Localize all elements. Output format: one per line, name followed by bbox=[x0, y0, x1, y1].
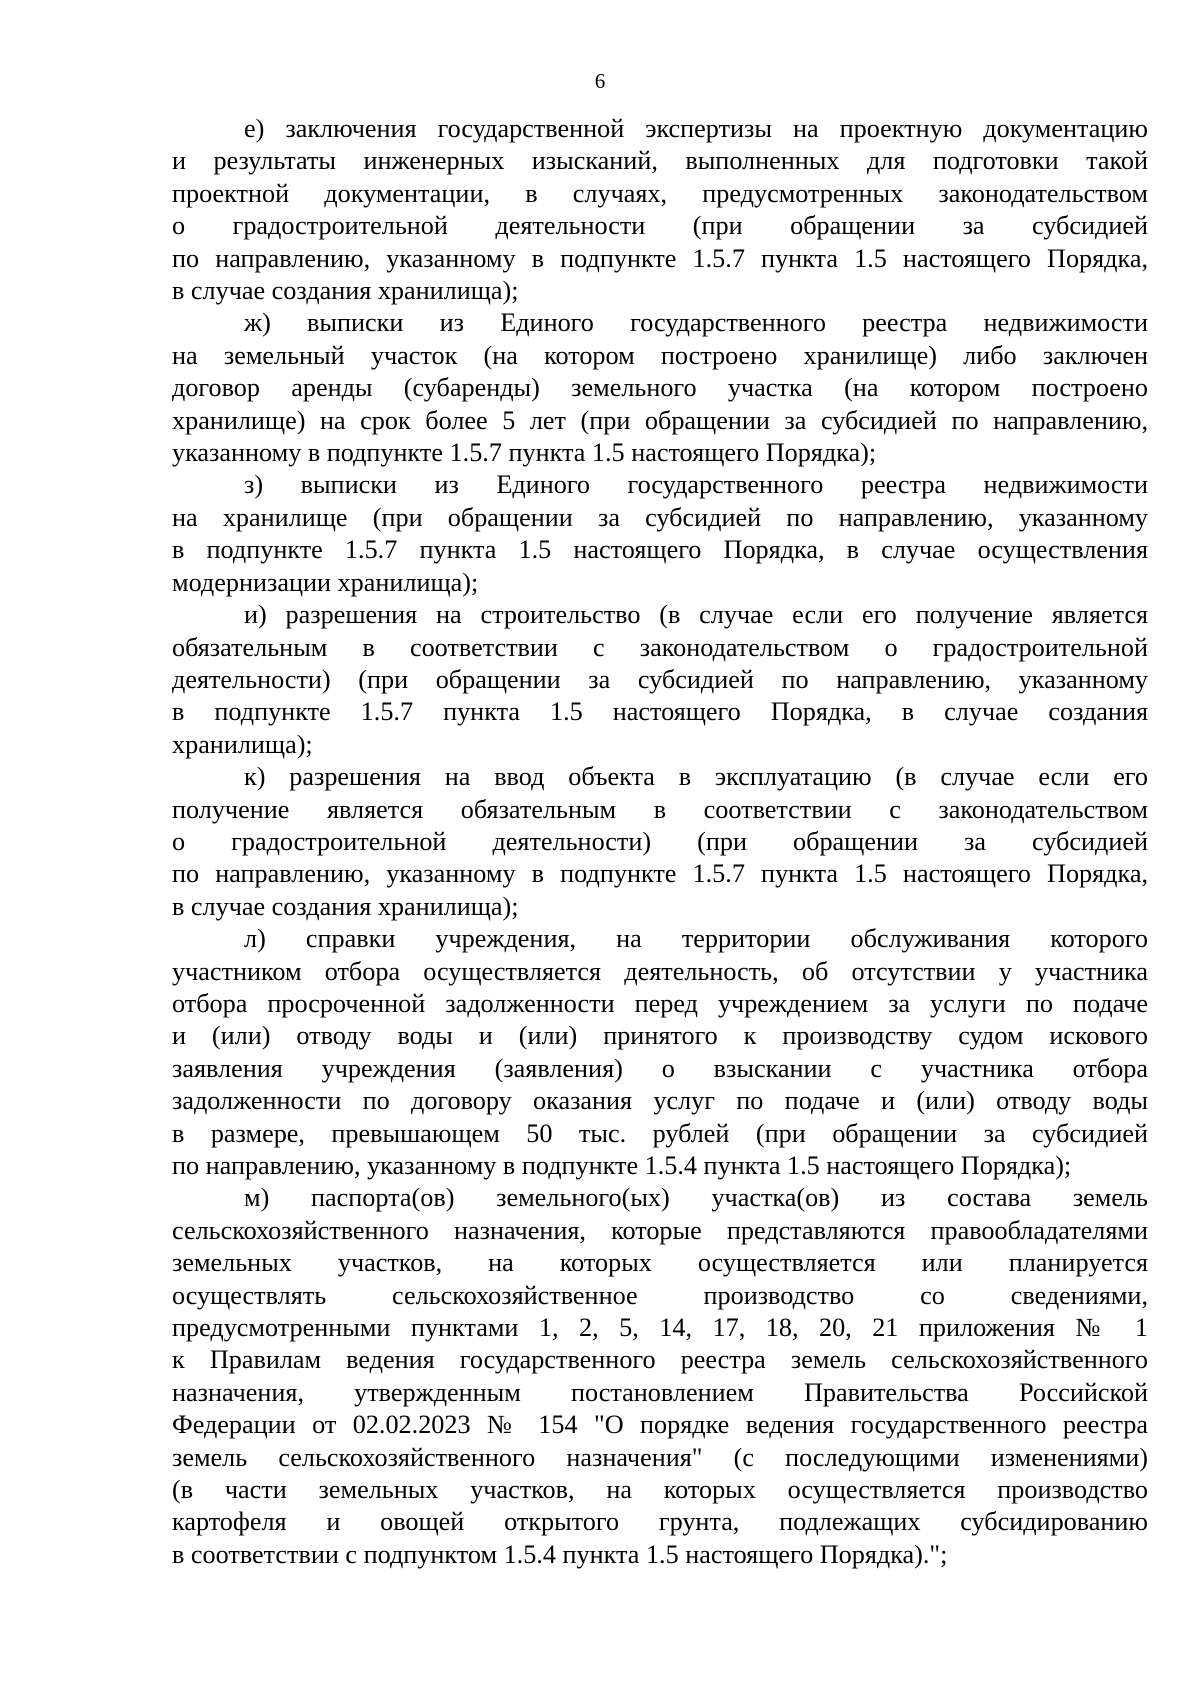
text-line: и (или) отводу воды и (или) принятого к производству судом искового bbox=[172, 1021, 1148, 1051]
paragraph-zh bbox=[172, 307, 1148, 469]
text-line: ж) выписки из Единого государственного реестра недвижимости bbox=[244, 308, 1148, 338]
text-line: предусмотренными пунктами 1, 2, 5, 14, 17, 18, 20, 21 приложения № 1 bbox=[172, 1313, 1148, 1343]
text-line: в случае создания хранилища); bbox=[172, 891, 519, 921]
paragraph-m bbox=[172, 1182, 1148, 1571]
text-line: деятельности) (при обращении за субсидией по направлению, указанному bbox=[172, 664, 1148, 694]
text-line: м) паспорта(ов) земельного(ых) участка(ов) из состава земель bbox=[244, 1183, 1148, 1213]
text-line: назначения, утвержденным постановлением Правительства Российской bbox=[172, 1377, 1148, 1407]
page-number: 6 bbox=[594, 69, 606, 93]
paragraph-i bbox=[172, 599, 1148, 761]
text-line: задолженности по договору оказания услуг по подаче и (или) отводу воды bbox=[172, 1086, 1148, 1116]
text-line: обязательным в соответствии с законодательством о градостроительной bbox=[172, 632, 1148, 662]
text-line: на хранилище (при обращении за субсидией по направлению, указанному bbox=[172, 502, 1148, 532]
text-line: по направлению, указанному в подпункте 1.5.4 пункта 1.5 настоящего Порядка); bbox=[172, 1151, 1072, 1180]
text-line: сельскохозяйственного назначения, которые представляются правообладателями bbox=[172, 1215, 1148, 1245]
text-line: в соответствии с подпунктом 1.5.4 пункта 1.5 настоящего Порядка)."; bbox=[172, 1539, 948, 1569]
paragraph-l bbox=[172, 923, 1148, 1182]
text-line: заявления учреждения (заявления) о взыскании с участника отбора bbox=[172, 1053, 1148, 1083]
text-line: (в части земельных участков, на которых осуществляется производство bbox=[172, 1475, 1148, 1505]
text-line: по направлению, указанному в подпункте 1.5.7 пункта 1.5 настоящего Порядка, bbox=[172, 243, 1148, 273]
text-line: е) заключения государственной экспертизы на проектную документацию bbox=[244, 114, 1148, 143]
text-line: договор аренды (субаренды) земельного участка (на котором построено bbox=[172, 373, 1148, 403]
text-line: и результаты инженерных изысканий, выполненных для подготовки такой bbox=[172, 146, 1148, 176]
text-line: земельных участков, на которых осуществляется или планируется bbox=[172, 1248, 1148, 1278]
text-line: о градостроительной деятельности (при обращении за субсидией bbox=[172, 211, 1148, 241]
text-line: к Правилам ведения государственного реестра земель сельскохозяйственного bbox=[172, 1345, 1148, 1375]
text-line: в подпункте 1.5.7 пункта 1.5 настоящего Порядка, в случае осуществления bbox=[172, 535, 1148, 565]
text-line: отбора просроченной задолженности перед учреждением за услуги по подаче bbox=[172, 988, 1148, 1018]
text-line: земель сельскохозяйственного назначения" (с последующими изменениями) bbox=[172, 1442, 1148, 1472]
text-line: з) выписки из Единого государственного реестра недвижимости bbox=[244, 470, 1148, 500]
text-line: картофеля и овощей открытого грунта, подлежащих субсидированию bbox=[172, 1507, 1148, 1537]
text-line: проектной документации, в случаях, предусмотренных законодательством bbox=[172, 178, 1148, 208]
text-line: Федерации от 02.02.2023 № 154 "О порядке ведения государственного реестра bbox=[172, 1410, 1148, 1440]
text-line: к) разрешения на ввод объекта в эксплуатацию (в случае если его bbox=[244, 762, 1148, 792]
text-line: указанному в подпункте 1.5.7 пункта 1.5 настоящего Порядка); bbox=[172, 438, 877, 468]
text-line: и) разрешения на строительство (в случае если его получение является bbox=[244, 600, 1148, 630]
text-line: в случае создания хранилища); bbox=[172, 276, 519, 306]
text-line: в подпункте 1.5.7 пункта 1.5 настоящего Порядка, в случае создания bbox=[172, 697, 1148, 727]
paragraph-k bbox=[172, 761, 1148, 923]
text-line: осуществлять сельскохозяйственное производство со сведениями, bbox=[172, 1280, 1148, 1310]
paragraph-e bbox=[172, 113, 1148, 307]
text-line: участником отбора осуществляется деятельность, об отсутствии у участника bbox=[172, 956, 1148, 986]
text-line: по направлению, указанному в подпункте 1.5.7 пункта 1.5 настоящего Порядка, bbox=[172, 859, 1148, 889]
paragraph-z bbox=[172, 469, 1148, 599]
text-line: в размере, превышающем 50 тыс. рублей (при обращении за субсидией bbox=[172, 1118, 1148, 1148]
text-line: о градостроительной деятельности) (при обращении за субсидией bbox=[172, 826, 1148, 856]
text-line: хранилище) на срок более 5 лет (при обращении за субсидией по направлению, bbox=[172, 405, 1148, 435]
text-line: на земельный участок (на котором построено хранилище) либо заключен bbox=[172, 340, 1148, 370]
text-line: получение является обязательным в соответствии с законодательством bbox=[172, 794, 1148, 824]
text-line: хранилища); bbox=[172, 729, 313, 759]
document-body bbox=[172, 113, 1148, 1571]
text-line: модернизации хранилища); bbox=[172, 567, 479, 597]
text-line: л) справки учреждения, на территории обслуживания которого bbox=[244, 924, 1148, 954]
